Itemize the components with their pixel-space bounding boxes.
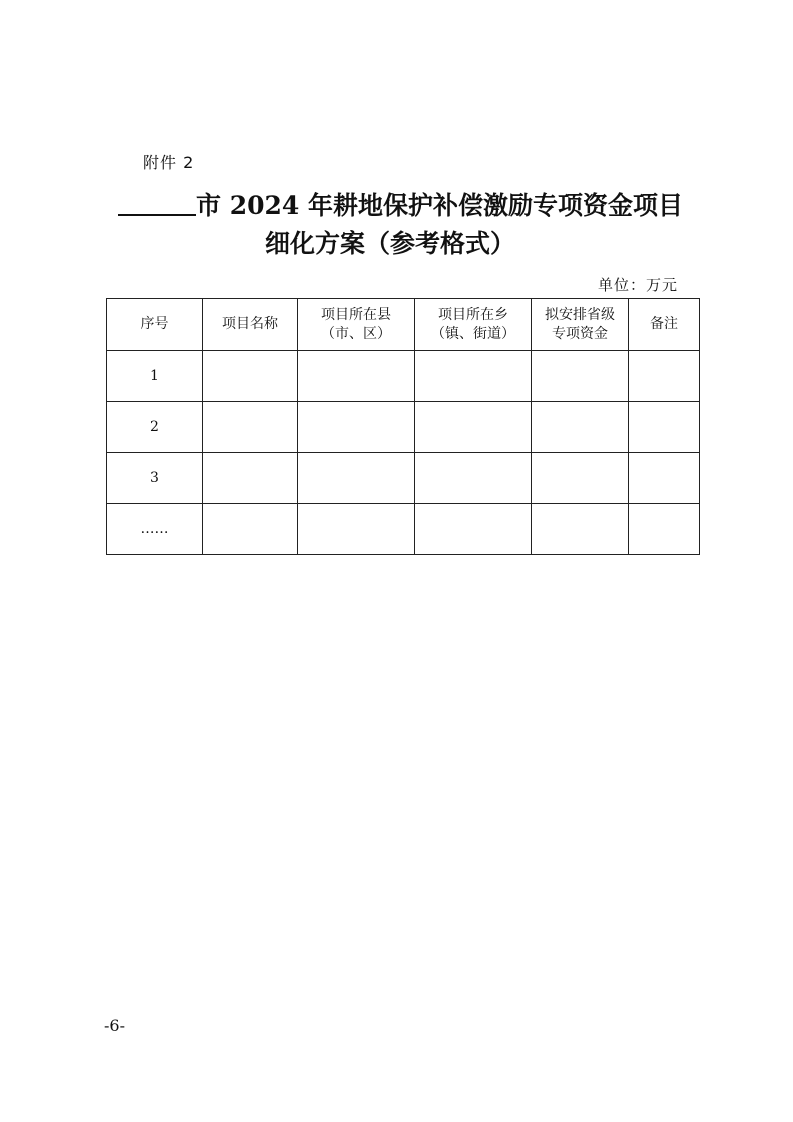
header-county: 项目所在县 （市、区） [298,299,415,351]
header-remarks: 备注 [629,299,700,351]
table-cell [415,504,532,555]
plan-table [106,298,700,555]
table-cell [203,402,298,453]
table-cell [298,402,415,453]
header-township: 项目所在乡 （镇、街道） [415,299,532,351]
table-cell [203,504,298,555]
table-cell [415,402,532,453]
header-index: 序号 [107,299,203,351]
page-number: -6- [104,1016,125,1035]
table-cell [629,351,700,402]
table-cell [629,504,700,555]
table-header-row [107,299,700,351]
table-cell [532,453,629,504]
table-cell [629,453,700,504]
table-cell [629,402,700,453]
attachment-label: 附件 2 [143,153,195,172]
table-cell [203,351,298,402]
table-cell [298,453,415,504]
table-cell [415,453,532,504]
table-cell [532,402,629,453]
table-cell-index: …… [107,504,203,555]
document-title [118,188,718,224]
table-cell [532,351,629,402]
table-cell-index: 3 [107,453,203,504]
table-cell [298,504,415,555]
header-provincial-funds: 拟安排省级 专项资金 [532,299,629,351]
table-row [107,504,700,555]
table-cell [203,453,298,504]
table-cell-index: 1 [107,351,203,402]
table-cell-index: 2 [107,402,203,453]
table-cell [298,351,415,402]
unit-label: 单位：万元 [598,276,679,294]
header-project-name: 项目名称 [203,299,298,351]
table-cell [532,504,629,555]
title-line1: 市 2024 年耕地保护补偿激励专项资金项目 [196,191,683,220]
table-cell [415,351,532,402]
table-row [107,402,700,453]
title-line2: 细化方案（参考格式） [265,229,516,258]
table-row [107,351,700,402]
table-row [107,453,700,504]
title-blank-line [118,190,196,216]
